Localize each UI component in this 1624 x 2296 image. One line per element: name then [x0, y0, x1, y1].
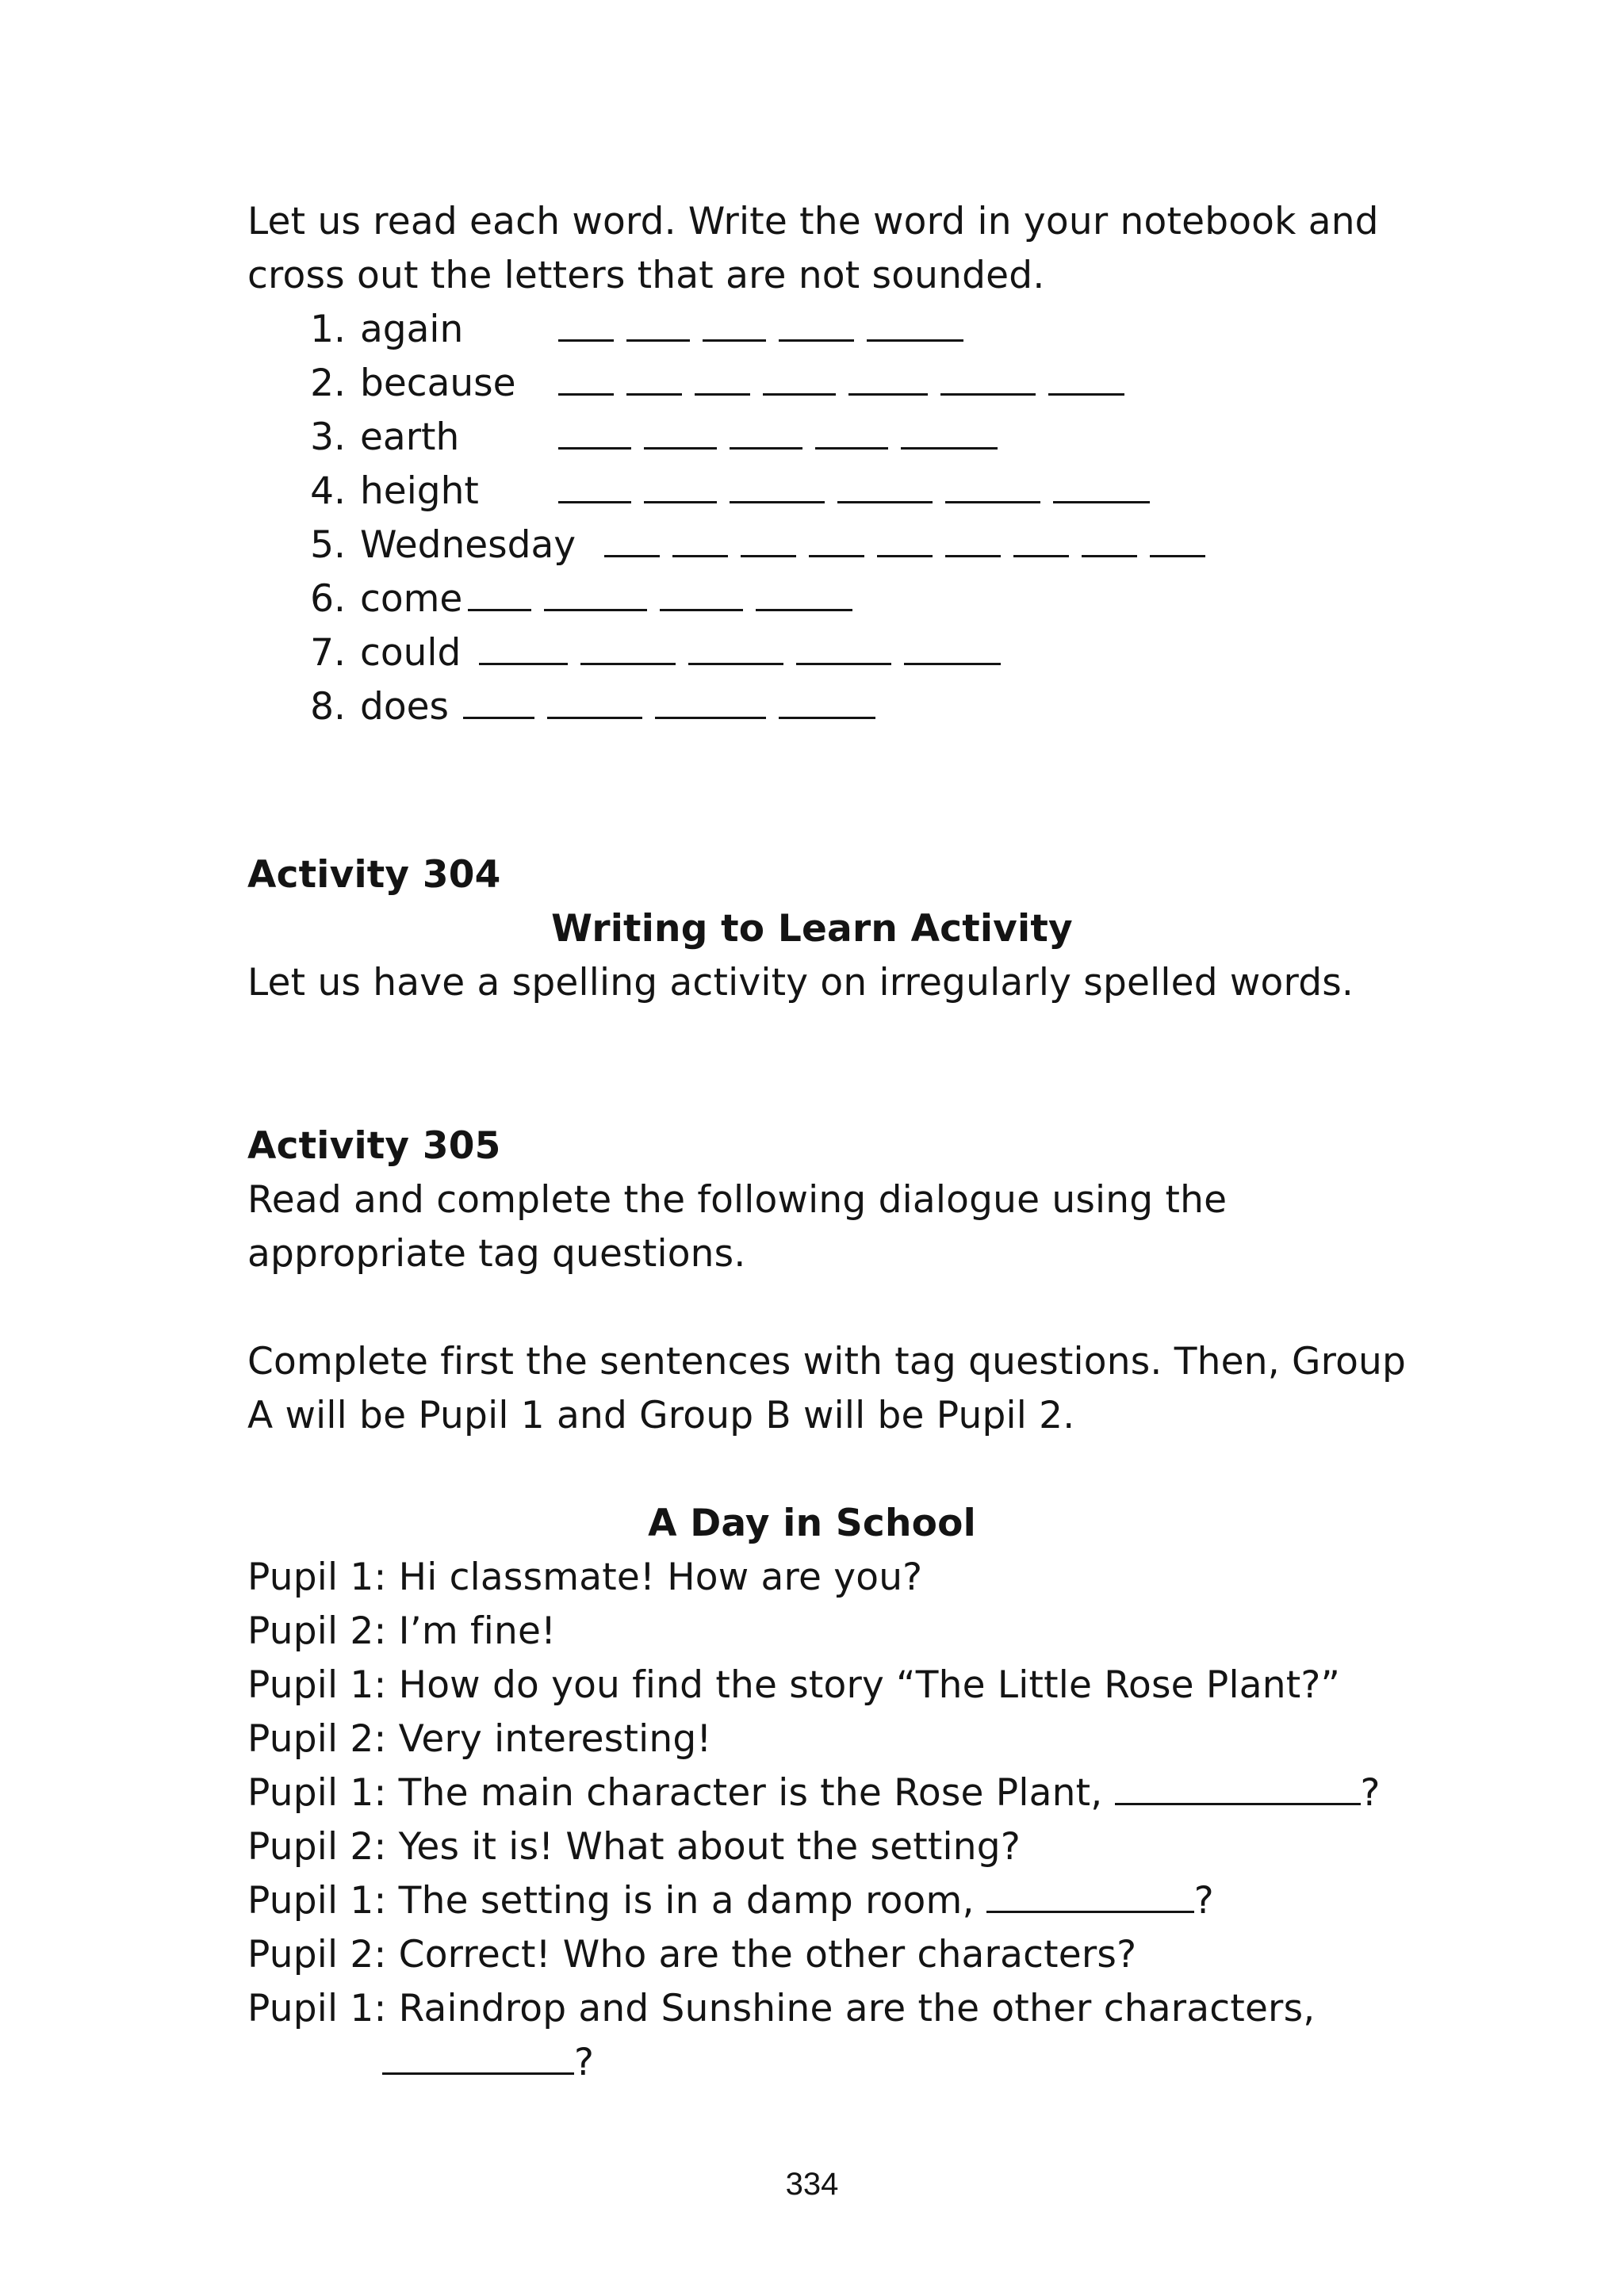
- list-word: because: [360, 362, 516, 405]
- list-word: could: [360, 631, 462, 675]
- activity-305-paragraph-line-1: Complete first the sentences with tag questions. Then, Group: [247, 1340, 1407, 1383]
- list-number: 2.: [310, 362, 346, 405]
- answer-blank: [730, 466, 825, 503]
- list-number: 5.: [310, 523, 346, 567]
- list-word: come: [360, 577, 463, 621]
- question-mark: ?: [1360, 1771, 1381, 1815]
- answer-blank: [655, 682, 766, 719]
- answer-blank: [1115, 1768, 1361, 1805]
- answer-blank: [901, 412, 998, 450]
- list-item: [293, 357, 1137, 411]
- dialogue-line: Pupil 2: Correct! Who are the other characters?: [247, 1933, 1137, 1976]
- list-item: [293, 411, 1010, 465]
- activity-304-text: Let us have a spelling activity on irregularly spelled words.: [247, 961, 1354, 1004]
- answer-blank: [815, 412, 888, 450]
- answer-blank: [558, 358, 614, 396]
- dialogue-line: Pupil 1: Hi classmate! How are you?: [247, 1556, 923, 1599]
- list-word: earth: [360, 415, 460, 459]
- dialogue-continuation-blank: [382, 2036, 594, 2090]
- activity-305-paragraph-line-2: A will be Pupil 1 and Group B will be Pupil 2.: [247, 1394, 1075, 1437]
- answer-blank: [1048, 358, 1124, 396]
- answer-blank: [479, 628, 568, 665]
- dialogue-line: Pupil 2: Very interesting!: [247, 1717, 712, 1761]
- answer-blank: [730, 412, 802, 450]
- answer-blank: [1150, 520, 1205, 557]
- answer-blank: [468, 574, 531, 611]
- list-word: again: [360, 308, 464, 351]
- question-mark: ?: [1193, 1879, 1214, 1923]
- answer-blank: [544, 574, 647, 611]
- dialogue-line: Pupil 1: Raindrop and Sunshine are the other characters,: [247, 1987, 1316, 2030]
- answer-blank: [558, 304, 614, 342]
- list-word: height: [360, 469, 479, 513]
- answer-blank: [703, 304, 766, 342]
- activity-305-instruction-line-2: appropriate tag questions.: [247, 1232, 746, 1276]
- list-number: 3.: [310, 415, 346, 459]
- answer-blank: [945, 520, 1001, 557]
- answer-blank: [695, 358, 750, 396]
- list-item: [293, 680, 888, 734]
- answer-blank: [877, 520, 933, 557]
- answer-blank: [848, 358, 928, 396]
- answer-blank: [558, 466, 631, 503]
- answer-blank: [626, 358, 682, 396]
- list-item: [293, 303, 976, 357]
- intro-line-1: Let us read each word. Write the word in your notebook and: [247, 200, 1379, 243]
- dialogue-line: Pupil 2: Yes it is! What about the setting?: [247, 1825, 1021, 1869]
- question-mark: ?: [574, 2041, 595, 2084]
- dialogue-text: Pupil 1: The main character is the Rose Plant,: [247, 1771, 1115, 1815]
- dialogue-title: A Day in School: [648, 1502, 976, 1545]
- activity-304-subheading: Writing to Learn Activity: [551, 907, 1073, 951]
- list-number: 7.: [310, 631, 346, 675]
- answer-blank: [558, 412, 631, 450]
- dialogue-text: Pupil 1: The setting is in a damp room,: [247, 1879, 986, 1923]
- answer-blank: [779, 304, 854, 342]
- answer-blank: [660, 574, 743, 611]
- list-item: [293, 572, 865, 626]
- answer-blank: [904, 628, 1001, 665]
- answer-blank: [604, 520, 660, 557]
- page-number: 334: [785, 2167, 839, 2202]
- answer-blank: [837, 466, 933, 503]
- intro-line-2: cross out the letters that are not sounded.: [247, 254, 1045, 297]
- answer-blank: [945, 466, 1040, 503]
- answer-blank: [867, 304, 963, 342]
- answer-blank: [382, 2038, 574, 2075]
- answer-blank: [688, 628, 783, 665]
- dialogue-line: Pupil 2: I’m fine!: [247, 1609, 557, 1653]
- dialogue-line-with-blank: [247, 1874, 1214, 1928]
- answer-blank: [1053, 466, 1150, 503]
- answer-blank: [779, 682, 875, 719]
- answer-blank: [580, 628, 676, 665]
- answer-blank: [547, 682, 642, 719]
- answer-blank: [644, 466, 717, 503]
- list-word: does: [360, 685, 449, 729]
- answer-blank: [940, 358, 1036, 396]
- answer-blank: [626, 304, 690, 342]
- list-number: 4.: [310, 469, 346, 513]
- answer-blank: [796, 628, 891, 665]
- answer-blank: [672, 520, 728, 557]
- list-number: 1.: [310, 308, 346, 351]
- list-number: 8.: [310, 685, 346, 729]
- dialogue-line-with-blank: [247, 1766, 1381, 1820]
- answer-blank: [1013, 520, 1069, 557]
- answer-blank: [756, 574, 852, 611]
- answer-blank: [809, 520, 864, 557]
- list-item: [293, 519, 1218, 572]
- list-word: Wednesday: [360, 523, 576, 567]
- answer-blank: [986, 1876, 1194, 1913]
- dialogue-line: Pupil 1: How do you find the story “The Little Rose Plant?”: [247, 1663, 1341, 1707]
- answer-blank: [463, 682, 534, 719]
- list-number: 6.: [310, 577, 346, 621]
- answer-blank: [763, 358, 836, 396]
- answer-blank: [1082, 520, 1137, 557]
- answer-blank: [741, 520, 796, 557]
- activity-305-heading: Activity 305: [247, 1124, 501, 1168]
- list-item: [293, 465, 1162, 519]
- answer-blank: [644, 412, 717, 450]
- activity-304-heading: Activity 304: [247, 853, 501, 897]
- list-item: [293, 626, 1013, 680]
- activity-305-instruction-line-1: Read and complete the following dialogue using the: [247, 1178, 1228, 1222]
